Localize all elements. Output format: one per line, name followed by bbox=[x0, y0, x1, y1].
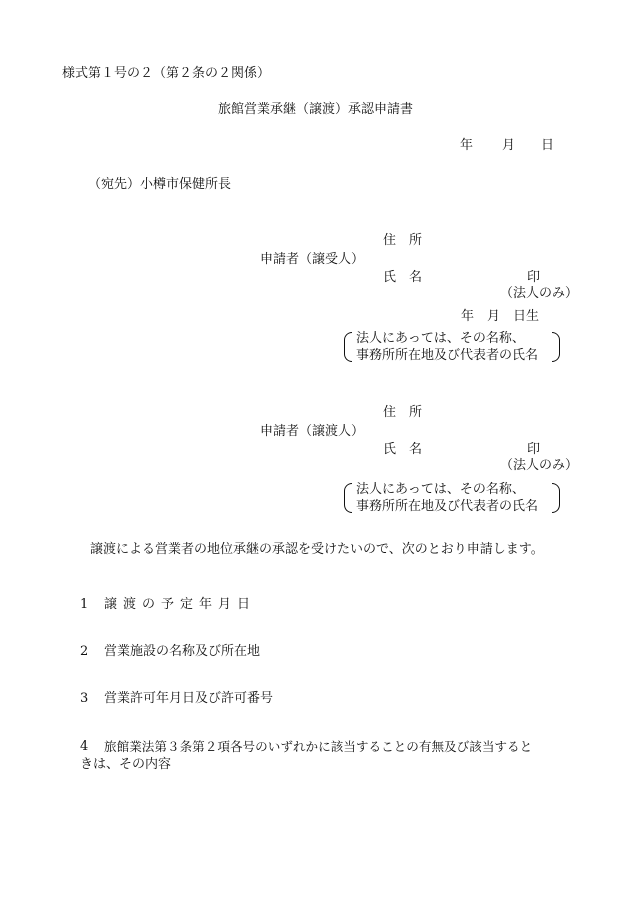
transferor-address-label: 住 所 bbox=[383, 405, 423, 420]
date-month: 月 bbox=[502, 138, 516, 153]
item-text: 旅館業法第３条第２項各号のいずれかに該当することの有無及び該当すると bbox=[104, 739, 533, 754]
item-text: 譲渡の予定年月日 bbox=[104, 597, 257, 612]
addressee: （宛先）小樽市保健所長 bbox=[88, 177, 232, 192]
item-number: 4 bbox=[80, 739, 89, 754]
item-text-continued: きは、その内容 bbox=[80, 757, 172, 772]
bracket-right bbox=[552, 332, 560, 362]
bracket-left bbox=[344, 483, 352, 513]
transferor-name-label: 氏 名 bbox=[383, 442, 423, 457]
transferee-seal: 印 bbox=[527, 270, 541, 285]
transferee-birth-date: 年 月 日生 bbox=[461, 309, 540, 324]
transferee-address-label: 住 所 bbox=[383, 233, 423, 248]
transferor-seal: 印 bbox=[527, 442, 541, 457]
transferor-note-line1: 法人にあっては、その名称、 bbox=[356, 482, 525, 497]
transferor-note-line2: 事務所所在地及び代表者の氏名 bbox=[356, 499, 539, 514]
transferee-note-line2: 事務所所在地及び代表者の氏名 bbox=[356, 348, 539, 363]
transferee-name-label: 氏 名 bbox=[383, 270, 423, 285]
page-title: 旅館営業承継（譲渡）承認申請書 bbox=[218, 102, 414, 117]
transferee-seal-note: （法人のみ） bbox=[500, 286, 579, 301]
item-number: 1 bbox=[80, 597, 89, 612]
transferor-note-bracket bbox=[344, 481, 560, 515]
item-number: 3 bbox=[80, 691, 89, 706]
item-text: 営業許可年月日及び許可番号 bbox=[104, 691, 274, 706]
bracket-right bbox=[552, 483, 560, 513]
item-text: 営業施設の名称及び所在地 bbox=[104, 644, 261, 659]
date-year: 年 bbox=[460, 138, 474, 153]
transferor-role: 申請者（譲渡人） bbox=[260, 424, 365, 439]
transferee-note-bracket bbox=[344, 330, 560, 364]
transferor-seal-note: （法人のみ） bbox=[500, 458, 579, 473]
application-statement: 譲渡による営業者の地位承継の承認を受けたいので、次のとおり申請します。 bbox=[90, 542, 544, 557]
transferee-note-line1: 法人にあっては、その名称、 bbox=[356, 331, 525, 346]
date-day: 日 bbox=[541, 138, 555, 153]
item-number: 2 bbox=[80, 644, 89, 659]
bracket-left bbox=[344, 332, 352, 362]
transferee-role: 申請者（譲受人） bbox=[260, 252, 365, 267]
form-number: 様式第１号の２（第２条の２関係） bbox=[62, 66, 271, 81]
